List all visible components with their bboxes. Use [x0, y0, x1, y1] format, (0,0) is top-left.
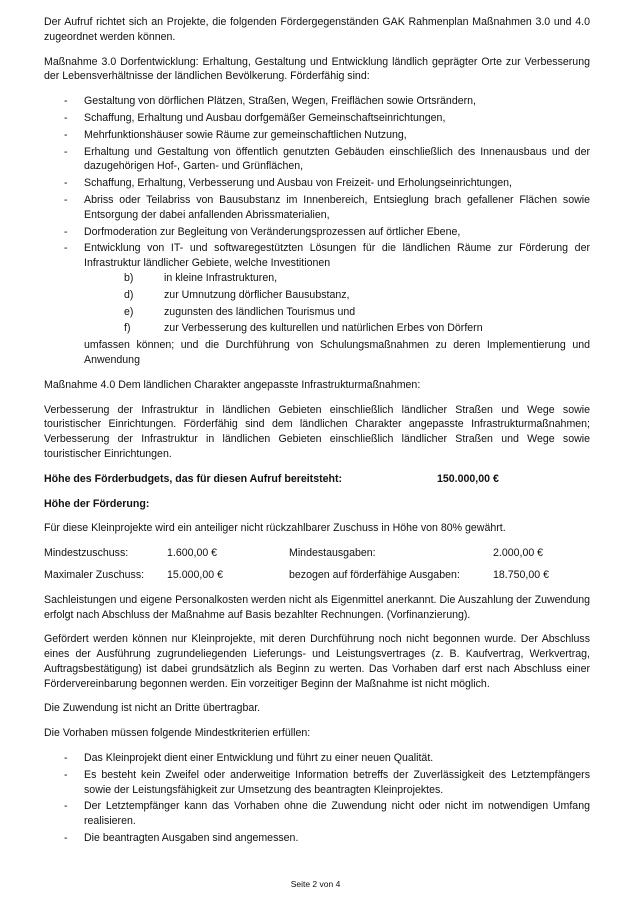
document-page: [44, 15, 590, 856]
own-funds-paragraph: Sachleistungen und eigene Personalkosten werden nicht als Eigenmittel anerkannt. Die Auszahlung der Zuwendung erfolgt nach Abschluss der Maßnahme auf Basis bezahlter Rechnungen. (Vorfinanzierung).: [44, 593, 590, 621]
funding-amounts-table: [44, 546, 590, 583]
list-item: - Schaffung, Erhaltung, Verbesserung und Ausbau von Freizeit- und Erholungseinrichtungen,: [64, 177, 512, 190]
min-grant-value: 1.600,00 €: [167, 547, 218, 560]
list-item: - Schaffung, Erhaltung und Ausbau dorfgemäßer Gemeinschaftseinrichtungen,: [64, 111, 446, 124]
list-item: - Mehrfunktionshäuser sowie Räume zur gemeinschaftlichen Nutzung,: [64, 128, 407, 141]
bullet-dash: -: [64, 752, 68, 765]
list-item: - Abriss oder Teilabriss von Bausubstanz im Innenbereich, Entsieglung brach gefallener Flächen sowie Entsorgung der dabei anfallenden Abrissmaterialien,: [64, 193, 590, 221]
bullet-dash: -: [64, 193, 68, 206]
list-closing-text: umfassen können; und die Durchführung von Schulungsmaßnahmen zu deren Implementierung und Anwendung: [84, 339, 590, 366]
min-expenses-label: Mindestausgaben:: [289, 547, 376, 560]
budget-label: Höhe des Förderbudgets, das für diesen Aufruf bereitsteht:: [44, 472, 343, 485]
funding-text: Für diese Kleinprojekte wird ein anteiliger nicht rückzahlbarer Zuschuss in Höhe von 80% gewährt.: [44, 522, 506, 535]
sublist-item: e) zugunsten des ländlichen Tourismus und: [124, 305, 356, 318]
eligible-expenses-label: bezogen auf förderfähige Ausgaben:: [289, 568, 460, 581]
bullet-dash: -: [64, 177, 68, 190]
measure-30-list: [44, 94, 590, 368]
min-grant-label: Mindestzuschuss:: [44, 547, 129, 560]
bullet-dash: -: [64, 225, 68, 238]
intro-paragraph: Der Aufruf richtet sich an Projekte, die folgenden Fördergegenständen GAK Rahmenplan Maßnahmen 3.0 und 4.0 zugeordnet werden können.: [44, 16, 590, 43]
measure-30-heading: Maßnahme 3.0 Dorfentwicklung: Erhaltung, Gestaltung und Entwicklung ländlich geprägter Orte zur Verbesserung der Lebensverhältnisse der ländlichen Bevölkerung. Förderfähig sind:: [44, 55, 590, 83]
investment-sublist: [84, 271, 590, 336]
budget-line: [44, 472, 590, 487]
list-item: - Das Kleinprojekt dient einer Entwicklung und führt zu einer neuen Qualität.: [64, 752, 434, 765]
budget-value: 150.000,00 €: [437, 472, 499, 485]
bullet-dash: -: [64, 768, 68, 781]
bullet-dash: -: [64, 95, 68, 108]
page-number: Seite 2 von 4: [290, 879, 341, 889]
measure-40-heading: Maßnahme 4.0 Dem ländlichen Charakter angepasste Infrastrukturmaßnahmen:: [44, 378, 421, 391]
eligible-expenses-value: 18.750,00 €: [493, 568, 549, 581]
bullet-dash: -: [64, 800, 68, 813]
sublist-item: f) zur Verbesserung des kulturellen und natürlichen Erbes von Dörfern: [124, 322, 483, 335]
list-item: - Erhaltung und Gestaltung von öffentlich genutzten Gebäuden einschließlich des Innenausbaus und der dazugehörigen Hof-, Garten- und Grünflächen,: [64, 145, 590, 173]
list-item: - Gestaltung von dörflichen Plätzen, Straßen, Wegen, Freiflächen sowie Ortsrändern,: [64, 95, 476, 108]
bullet-dash: -: [64, 242, 68, 255]
measure-40-text: Verbesserung der Infrastruktur in ländlichen Gebieten einschließlich ländlicher Straßen und Wege sowie touristischer Einrichtungen. Förderfähig sind dem ländlichen Charakter angepasste Infrastrukturmaßnahmen; Verbesserung der Infrastruktur in ländlichen Gebieten einschließlich ländlicher Straßen und Wege sowie touristischer Einrichtungen.: [44, 403, 590, 460]
max-grant-label: Maximaler Zuschuss:: [44, 568, 145, 581]
project-start-paragraph: Gefördert werden können nur Kleinprojekte, mit deren Durchführung noch nicht begonnen wurde. Der Abschluss eines der Ausführung zugrundeliegenden Lieferungs- und Leistungsvertrages (z. B. Kaufvertrag, Werkvertrag, Auftragsbestätigung) ist dabei grundsätzlich als Beginn zu werten. Das Vorhaben darf erst nach Abschluss einer Fördervereinbarung begonnen werden. Ein vorzeitiger Beginn der Maßnahme ist nicht möglich.: [44, 633, 590, 690]
bullet-dash: -: [64, 832, 68, 845]
transfer-paragraph: Die Zuwendung ist nicht an Dritte übertragbar.: [44, 702, 261, 715]
bullet-dash: -: [64, 145, 68, 158]
list-item: - Es besteht kein Zweifel oder anderweitige Information betreffs der Zuverlässigkeit des Letztempfängers sowie der Leistungsfähigkeit zur Umsetzung des beantragten Kleinprojektes.: [64, 768, 590, 796]
sublist-item: b) in kleine Infrastrukturen,: [124, 271, 278, 284]
list-item: - Der Letztempfänger kann das Vorhaben ohne die Zuwendung nicht oder nicht im notwendigen Umfang realisieren.: [64, 800, 590, 828]
min-expenses-value: 2.000,00 €: [493, 547, 544, 560]
bullet-dash: -: [64, 128, 68, 141]
bullet-dash: -: [64, 111, 68, 124]
sublist-item: d) zur Umnutzung dörflicher Bausubstanz,: [124, 288, 350, 301]
list-item: - Die beantragten Ausgaben sind angemessen.: [64, 832, 299, 845]
max-grant-value: 15.000,00 €: [167, 568, 223, 581]
criteria-intro: Die Vorhaben müssen folgende Mindestkriterien erfüllen:: [44, 727, 311, 740]
criteria-list: [44, 751, 590, 846]
list-item: - Entwicklung von IT- und softwaregestützten Lösungen für die ländlichen Räume zur Förderung der Infrastruktur ländlicher Gebiete, welche Investitionen b) in kleine Infrastrukturen, d) zur Umnutzung dörflicher Bausubstanz, e) zugunsten des ländlichen Tourismus und f) zur Verbesserung des kulturellen und natürlichen Erbes von Dörfern umfassen können; und die Durchführung von Schulungsmaßnahmen zu deren Implementierung und Anwendung: [64, 242, 590, 366]
funding-heading: Höhe der Förderung:: [44, 497, 150, 510]
list-item: - Dorfmoderation zur Begleitung von Veränderungsprozessen auf örtlicher Ebene,: [64, 225, 461, 238]
